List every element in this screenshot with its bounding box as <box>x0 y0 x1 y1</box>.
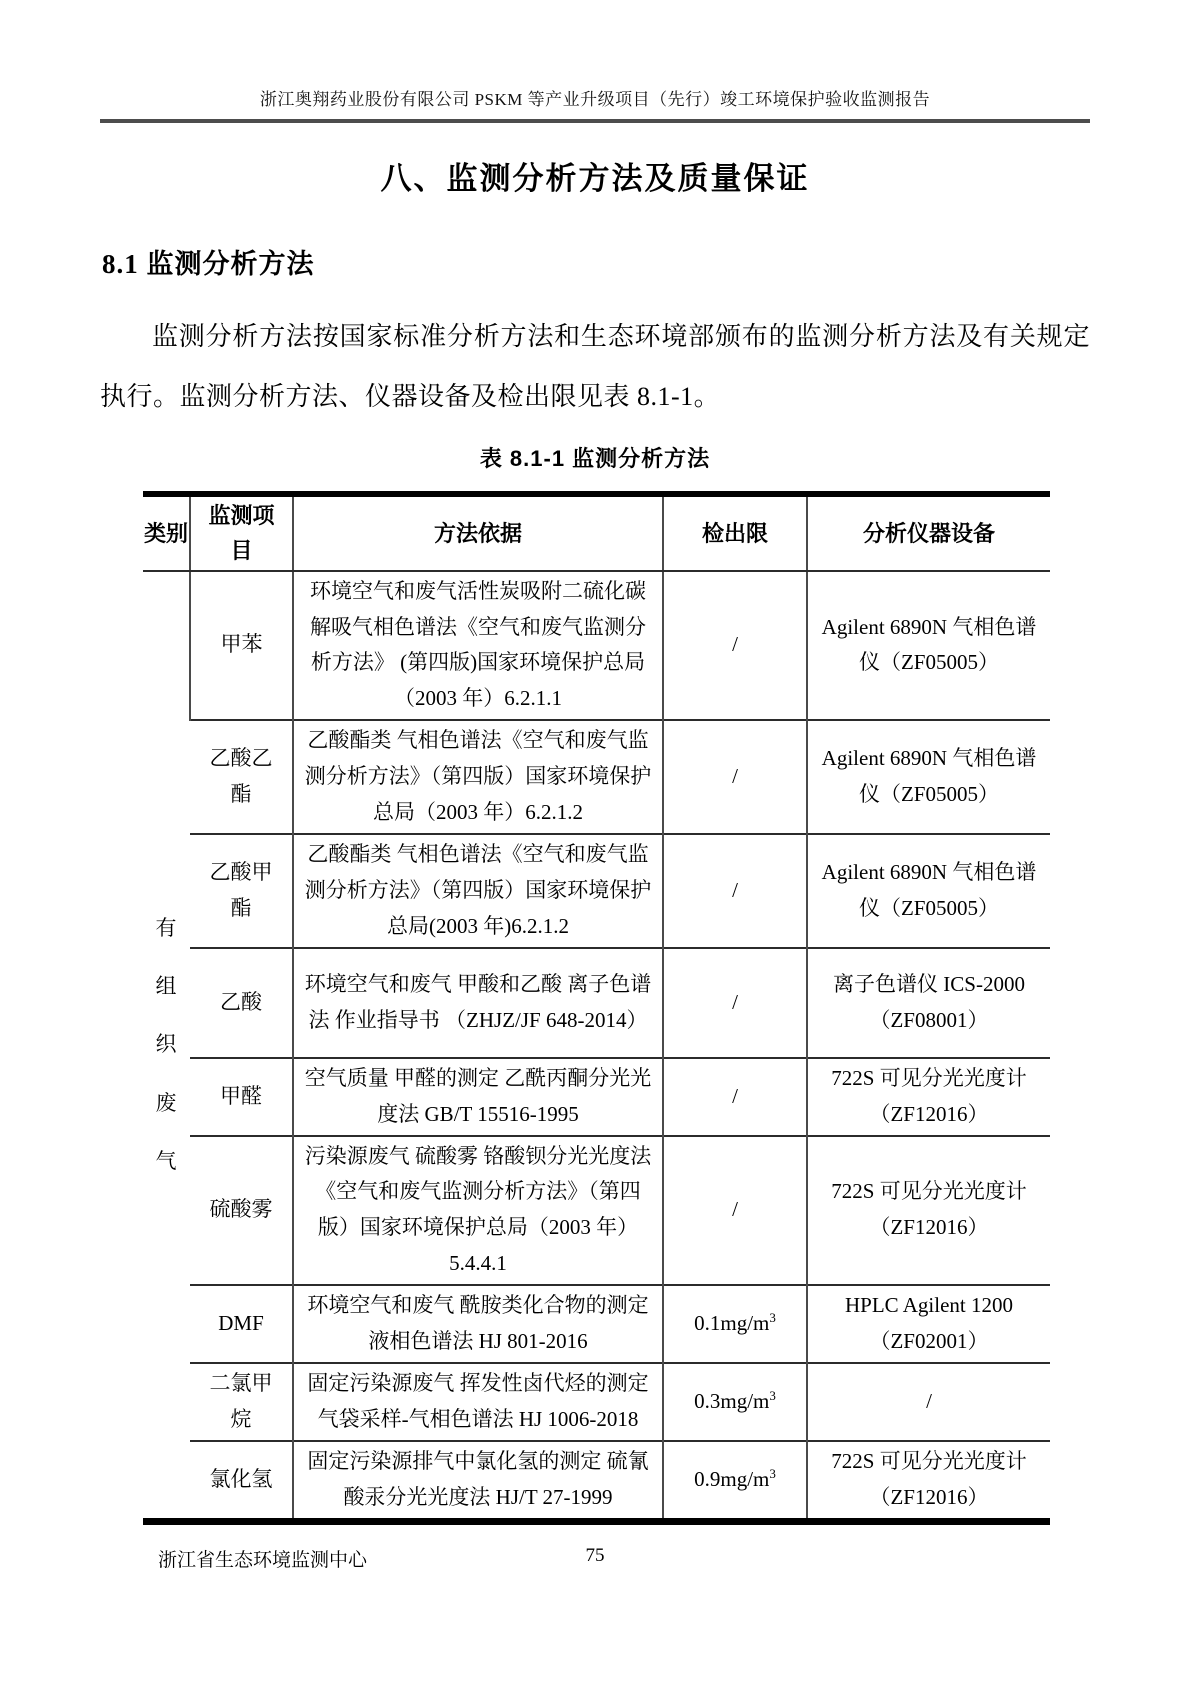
category-vertical-label: 有组织废气 <box>155 915 177 1174</box>
instrument-cell: 722S 可见分光光度计（ZF12016） <box>807 1441 1050 1521</box>
limit-cell <box>663 948 807 1058</box>
instrument-cell: 722S 可见分光光度计（ZF12016） <box>807 1058 1050 1136</box>
item-cell <box>190 1363 293 1441</box>
method-cell: 乙酸酯类 气相色谱法《空气和废气监测分析方法》（第四版）国家环境保护总局(2003 年)6.2.1.2 <box>293 834 663 948</box>
limit-cell <box>663 571 807 721</box>
col-header-category <box>143 494 190 571</box>
limit-superscript: 3 <box>769 1387 776 1403</box>
limit-value: 0.9mg/m <box>694 1466 770 1491</box>
instrument-cell: 722S 可见分光光度计（ZF12016） <box>807 1136 1050 1286</box>
limit-cell <box>663 1136 807 1286</box>
col-header-item <box>190 494 293 571</box>
limit-cell <box>663 1363 807 1441</box>
table-header-row <box>143 494 1050 571</box>
chapter-title: 八、监测分析方法及质量保证 <box>380 161 810 196</box>
item-cell <box>190 1285 293 1363</box>
limit-value: / <box>732 632 738 657</box>
page-number: 75 <box>585 1545 605 1566</box>
table-row <box>143 1285 1050 1363</box>
item-label: 乙酸 <box>220 989 262 1014</box>
item-cell <box>190 948 293 1058</box>
table-row <box>143 948 1050 1058</box>
limit-value: / <box>732 1083 738 1108</box>
limit-value: 0.3mg/m <box>694 1388 770 1413</box>
table-caption: 表 8.1-1 监测分析方法 <box>479 445 711 471</box>
document-header <box>100 85 1090 123</box>
item-cell <box>190 1058 293 1136</box>
header-rule <box>100 119 1090 123</box>
footer-organization: 浙江省生态环境监测中心 <box>158 1550 368 1571</box>
instrument-cell: / <box>807 1363 1050 1441</box>
item-cell <box>190 834 293 948</box>
limit-cell <box>663 1441 807 1521</box>
method-cell: 空气质量 甲醛的测定 乙酰丙酮分光光度法 GB/T 15516-1995 <box>293 1058 663 1136</box>
method-cell: 乙酸酯类 气相色谱法《空气和废气监测分析方法》（第四版）国家环境保护总局（2003 年）6.2.1.2 <box>293 720 663 834</box>
table-row <box>143 571 1050 721</box>
method-cell: 固定污染源排气中氯化氢的测定 硫氰酸汞分光光度法 HJ/T 27-1999 <box>293 1441 663 1521</box>
intro-paragraph: 监测分析方法按国家标准分析方法和生态环境部颁布的监测分析方法及有关规定执行。监测分析方法、仪器设备及检出限见表 8.1-1。 <box>100 322 1090 412</box>
limit-cell <box>663 1058 807 1136</box>
table-row <box>143 1363 1050 1441</box>
col-header-method: 方法依据 <box>293 494 663 571</box>
method-cell: 环境空气和废气 酰胺类化合物的测定 液相色谱法 HJ 801-2016 <box>293 1285 663 1363</box>
method-cell: 环境空气和废气活性炭吸附二硫化碳解吸气相色谱法《空气和废气监测分析方法》 (第四版)国家环境保护总局（2003 年）6.2.1.1 <box>293 571 663 721</box>
item-cell <box>190 1441 293 1521</box>
item-label: 甲苯 <box>220 632 263 657</box>
instrument-cell: Agilent 6890N 气相色谱仪（ZF05005） <box>807 834 1050 948</box>
item-label: 乙酸乙酯 <box>209 746 273 807</box>
instrument-cell: HPLC Agilent 1200（ZF02001） <box>807 1285 1050 1363</box>
method-cell: 环境空气和废气 甲酸和乙酸 离子色谱法 作业指导书 （ZHJZ/JF 648-2014） <box>293 948 663 1058</box>
section-heading: 8.1 监测分析方法 <box>102 249 315 279</box>
limit-cell <box>663 720 807 834</box>
limit-value: / <box>732 1197 738 1222</box>
table-row <box>143 720 1050 834</box>
limit-value: 0.1mg/m <box>694 1311 770 1336</box>
item-label: 硫酸雾 <box>209 1197 273 1222</box>
header-title: 浙江奥翔药业股份有限公司 PSKM 等产业升级项目（先行）竣工环境保护验收监测报告 <box>259 90 931 109</box>
item-label: 乙酸甲酯 <box>209 859 273 920</box>
limit-cell <box>663 1285 807 1363</box>
limit-superscript: 3 <box>769 1465 776 1481</box>
item-label: 甲醛 <box>220 1083 262 1108</box>
item-label: 氯化氢 <box>209 1466 273 1491</box>
page-content <box>100 0 1090 1525</box>
limit-superscript: 3 <box>769 1310 776 1326</box>
method-cell: 污染源废气 硫酸雾 铬酸钡分光光度法《空气和废气监测分析方法》（第四版）国家环境保护总局（2003 年）5.4.4.1 <box>293 1136 663 1286</box>
monitoring-methods-table <box>143 491 1050 1525</box>
item-label: 二氯甲烷 <box>209 1370 273 1431</box>
limit-cell <box>663 834 807 948</box>
col-header-item-label: 监测项目 <box>208 502 275 564</box>
limit-value: / <box>732 989 738 1014</box>
table-row <box>143 834 1050 948</box>
item-cell <box>190 720 293 834</box>
table-row <box>143 1441 1050 1521</box>
table-row <box>143 1136 1050 1286</box>
col-header-instrument: 分析仪器设备 <box>807 494 1050 571</box>
limit-value: / <box>732 764 738 789</box>
item-label: DMF <box>218 1311 264 1336</box>
table-row <box>143 1058 1050 1136</box>
method-cell: 固定污染源废气 挥发性卤代烃的测定 气袋采样-气相色谱法 HJ 1006-2018 <box>293 1363 663 1441</box>
item-cell <box>190 1136 293 1286</box>
category-cell <box>143 571 190 1521</box>
instrument-cell: Agilent 6890N 气相色谱仪（ZF05005） <box>807 720 1050 834</box>
limit-value: / <box>732 877 738 902</box>
instrument-cell: Agilent 6890N 气相色谱仪（ZF05005） <box>807 571 1050 721</box>
col-header-category-label: 类别 <box>143 520 188 546</box>
item-cell <box>190 571 293 721</box>
col-header-limit: 检出限 <box>663 494 807 571</box>
instrument-cell: 离子色谱仪 ICS-2000（ZF08001） <box>807 948 1050 1058</box>
